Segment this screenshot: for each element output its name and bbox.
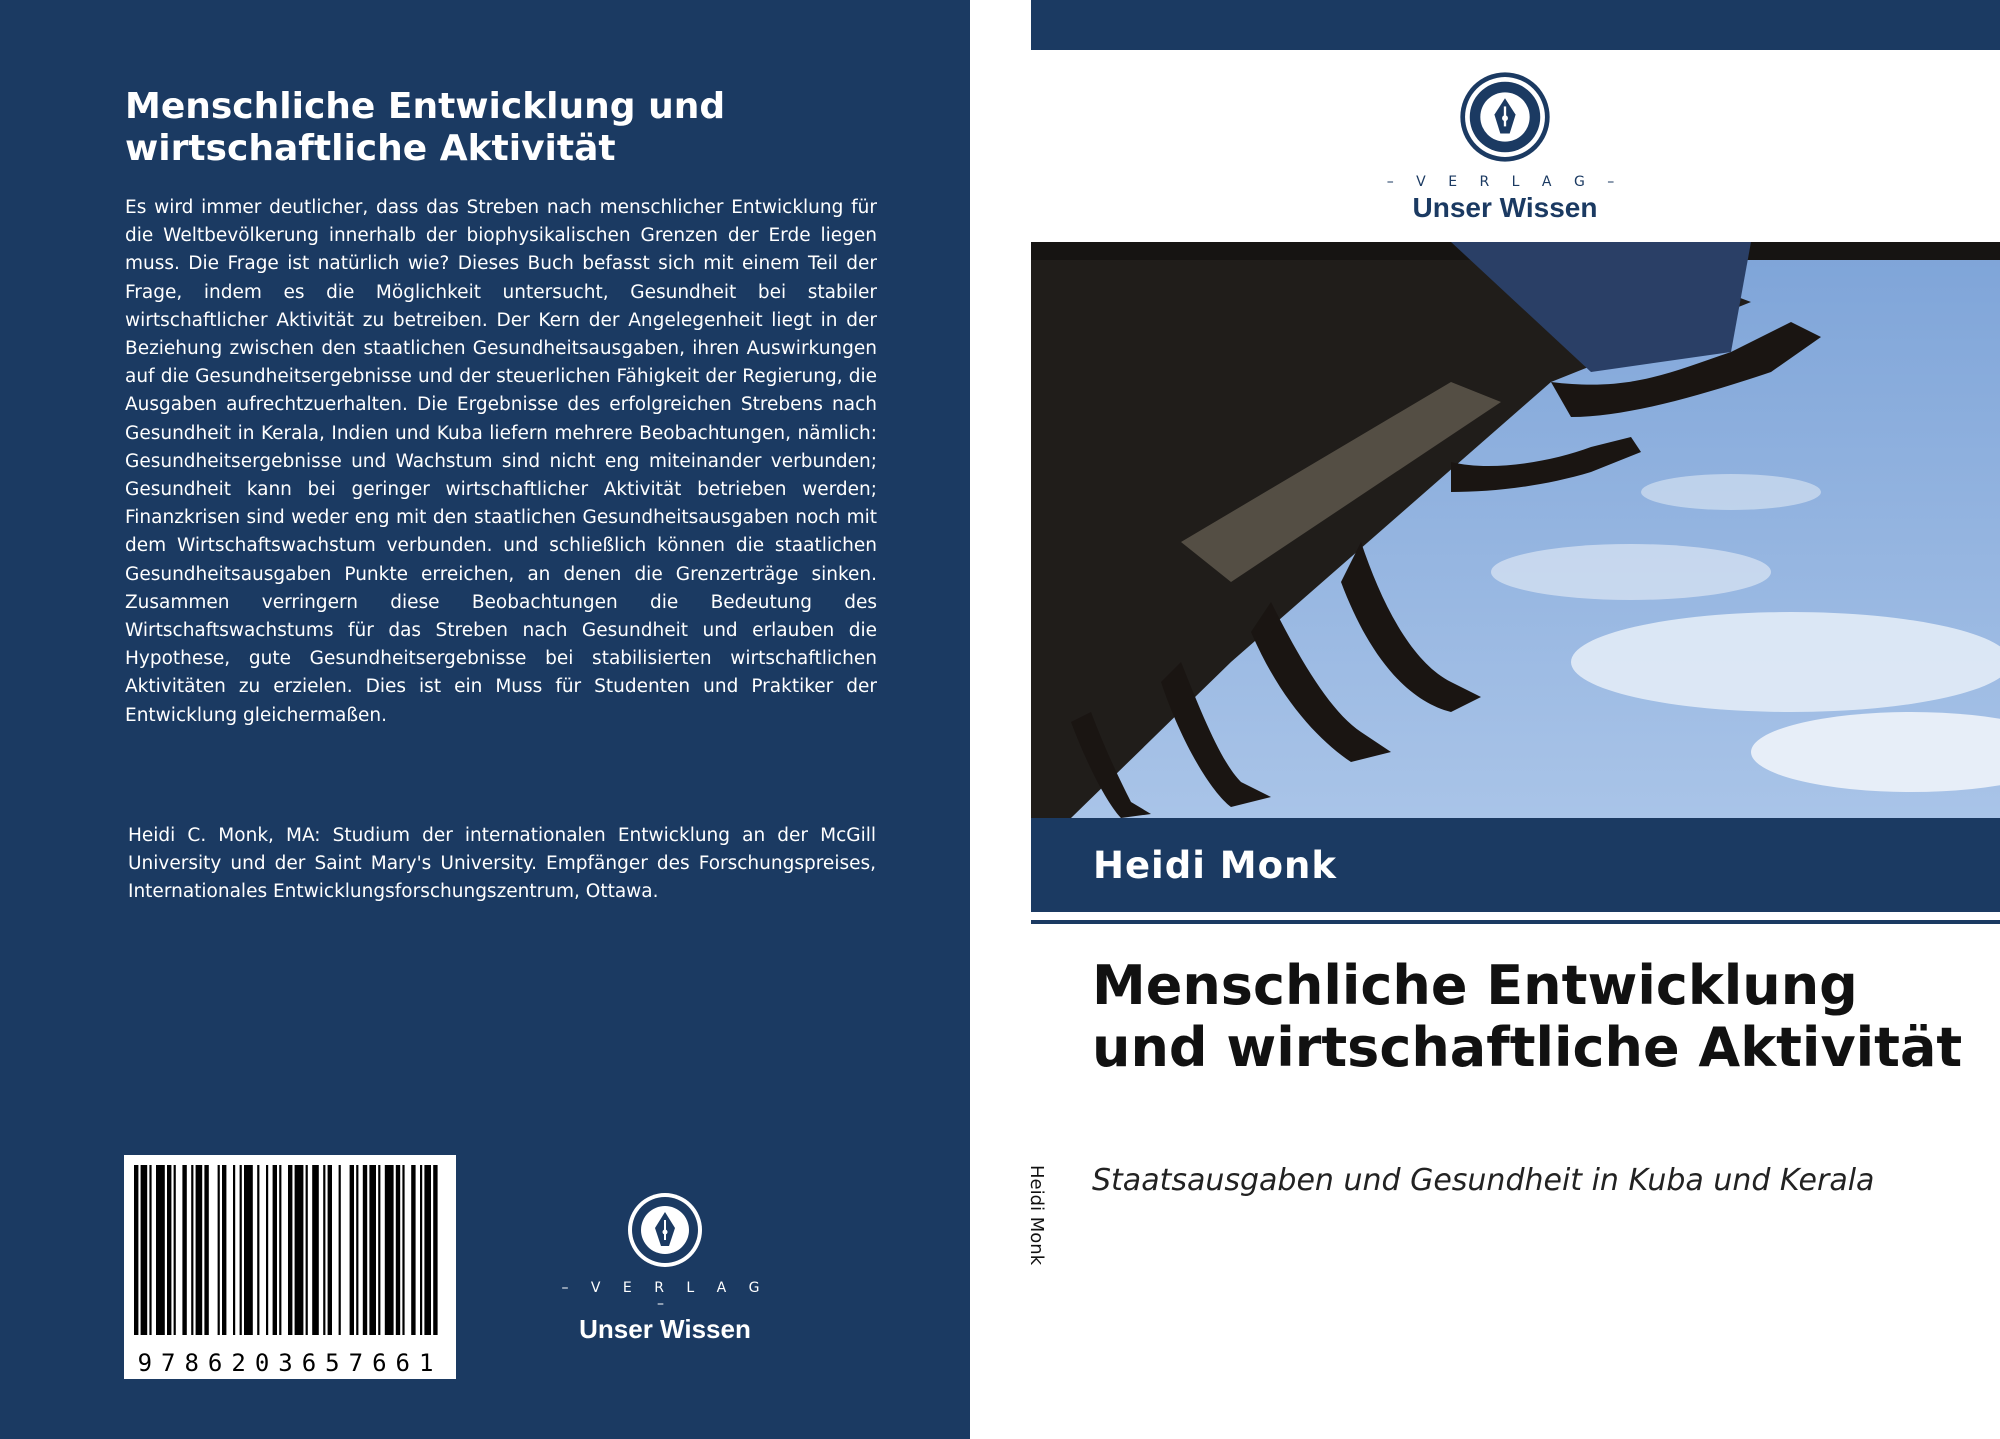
publisher-name-front: Unser Wissen [1412,192,1598,223]
isbn-barcode [124,1155,456,1379]
fountain-pen-nib-icon [625,1190,705,1270]
spine-author: Heidi Monk [1026,1165,1047,1266]
barcode-bar [233,1165,235,1335]
barcode-bar [350,1165,354,1335]
barcode-bar [156,1165,165,1335]
back-cover [0,0,970,1439]
front-author-name: Heidi Monk [1093,844,1337,887]
barcode-bar [420,1165,422,1335]
barcode-bar [149,1165,151,1335]
barcode-bar [182,1165,186,1335]
barcode-bar [273,1165,277,1335]
barcode-bar [378,1165,380,1335]
barcode-bars [124,1155,456,1345]
cover-photo-illustration [1031,242,2000,818]
barcode-bar [204,1165,208,1335]
publisher-verlag-label: – V E R L A G – [561,1280,769,1312]
barcode-bar [167,1165,171,1335]
barcode-bar [295,1165,304,1335]
barcode-bar [240,1165,242,1335]
fountain-pen-nib-icon [1458,70,1552,164]
barcode-bar [312,1165,319,1335]
barcode-bar [218,1165,220,1335]
barcode-bar [328,1165,332,1335]
publisher-verlag-label-front: – V E R L A G – [1386,174,1624,190]
barcode-bar [279,1165,281,1335]
barcode-bar [134,1165,138,1335]
front-divider [1031,920,2000,924]
cover-photo [1031,242,2000,818]
publisher-logo-front [1380,70,1630,224]
barcode-bar [288,1165,292,1335]
barcode-bar [174,1165,176,1335]
barcode-bar [196,1165,203,1335]
barcode-bar [424,1165,431,1335]
back-cover-title: Menschliche Entwicklung und wirtschaftliche Aktivität [125,86,726,169]
barcode-bar [385,1165,394,1335]
front-cover-subtitle: Staatsausgaben und Gesundheit in Kuba und Kerala [1092,1163,1875,1198]
barcode-bar [369,1165,376,1335]
barcode-bar [339,1165,341,1335]
barcode-bar [356,1165,358,1335]
barcode-bar [244,1165,253,1335]
author-bio: Heidi C. Monk, MA: Studium der internationalen Entwicklung an der McGill University und der Saint Mary's University. Empfänger des Forschungspreises, Internationales Entwicklungsforschungszentrum, Ottawa. [128,825,876,903]
barcode-bar [266,1165,268,1335]
barcode-bar [411,1165,415,1335]
publisher-name: Unser Wissen [579,1314,751,1344]
barcode-bar [323,1165,325,1335]
barcode-bar [257,1165,259,1335]
barcode-bar [363,1165,367,1335]
publisher-logo-back [560,1190,770,1345]
isbn-digits: 9786203657661 [137,1349,443,1377]
front-author-band [1031,818,2000,912]
barcode-bar [306,1165,308,1335]
barcode-bar [191,1165,193,1335]
front-top-bar [1031,0,2000,50]
barcode-bar [396,1165,400,1335]
back-cover-blurb: Es wird immer deutlicher, dass das Streben nach menschlicher Entwicklung für die Weltbevölkerung innerhalb der biophysikalischen Grenzen der Erde liegen muss. Die Frage ist natürlich wie? Dieses Buch befasst sich mit einem Teil der Frage, indem es die Möglichkeit untersucht, Gesundheit bei stabiler wirtschaftlicher Aktivität zu betreiben. Der Kern der Angelegenheit liegt in der Beziehung zwischen den staatlichen Gesundheitsausgaben, ihren Auswirkungen auf die Gesundheitsergebnisse und der steuerlichen Fähigkeit der Regierung, die Ausgaben aufrechtzuerhalten. Die Ergebnisse des erfolgreichen Strebens nach Gesundheit in Kerala, Indien und Kuba liefern mehrere Beobachtungen, nämlich: Gesundheitsergebnisse und Wachstum sind nicht eng miteinander verbunden; Gesundheit kann bei geringer wirtschaftlicher Aktivität betrieben werden; Finanzkrisen sind weder eng mit den staatlichen Gesundheitsausgaben noch mit dem Wirtschaftswachstum verbunden. und schließlich können die staatlichen Gesundheitsausgaben Punkte erreichen, an denen die Grenzerträge sinken. Zusammen verringern diese Beobachtungen die Bedeutung des Wirtschaftswachstums für das Streben nach Gesundheit und erlauben die Hypothese, gute Gesundheitsergebnisse bei stabilisierten wirtschaftlichen Aktivitäten zu erzielen. Dies ist ein Muss für Studenten und Praktiker der Entwicklung gleichermaßen. [125,197,877,726]
barcode-bar [141,1165,148,1335]
barcode-bar [433,1165,437,1335]
barcode-bar [222,1165,226,1335]
barcode-bar [402,1165,404,1335]
front-cover-title: Menschliche Entwicklung und wirtschaftliche Aktivität [1092,954,1963,1079]
